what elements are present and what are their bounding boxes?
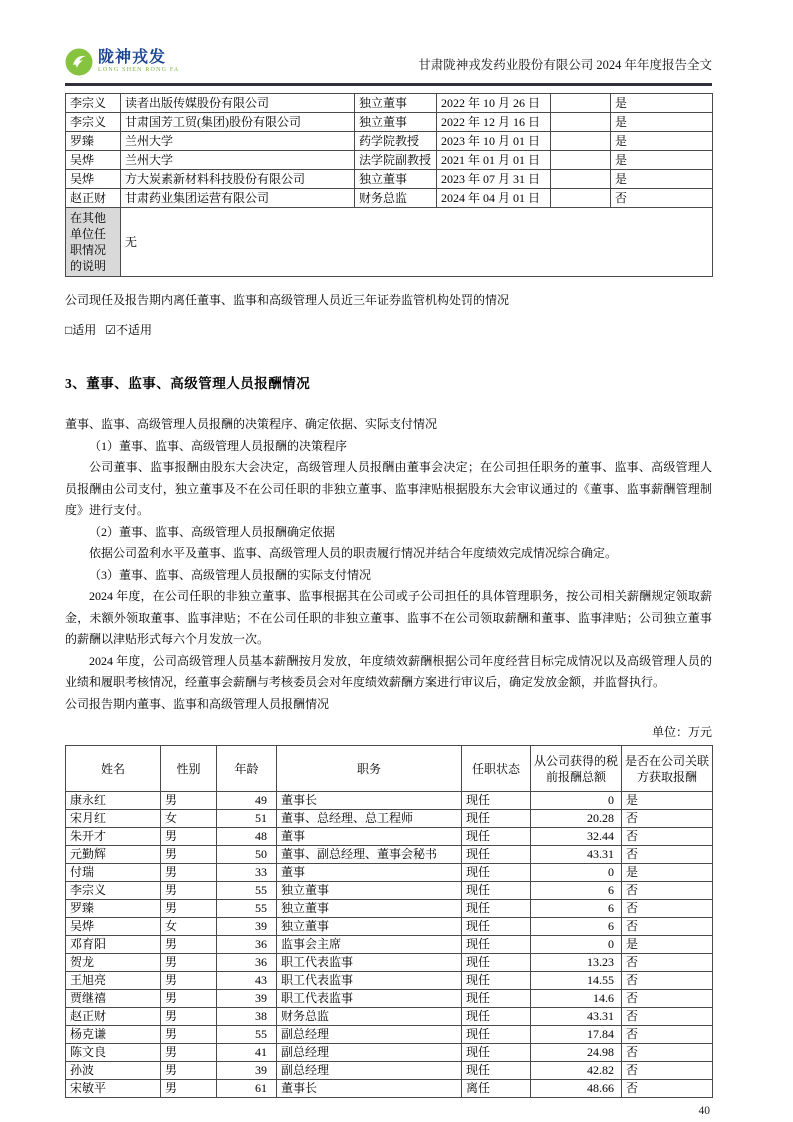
remuneration-table-header [66,746,713,792]
brand-name-cn: 陇神戎发 [98,49,167,66]
cell-gender: 男 [161,936,217,954]
col-header-gender: 性别 [161,746,217,792]
cell-title: 监事会主席 [277,936,462,954]
col-header-age: 年龄 [217,746,277,792]
col-header-related: 是否在公司关联方获取报酬 [622,746,713,792]
cell-paid-flag: 是 [611,94,713,113]
cell-age: 36 [217,936,277,954]
table-row [66,900,713,918]
cell-name: 赵正财 [66,1008,161,1026]
cell-gender: 男 [161,1062,217,1080]
cell-pay: 32.44 [531,828,622,846]
table-row [66,828,713,846]
cell-pay: 24.98 [531,1044,622,1062]
cell-post: 独立董事 [355,94,437,113]
cell-title: 独立董事 [277,918,462,936]
cell-age: 50 [217,846,277,864]
cell-title: 副总经理 [277,1026,462,1044]
cell-pay: 6 [531,918,622,936]
cell-pay: 42.82 [531,1062,622,1080]
cell-post: 财务总监 [355,189,437,208]
logo-icon [65,48,93,76]
cell-age: 55 [217,1026,277,1044]
cell-title: 董事长 [277,1080,462,1098]
cell-start-date: 2022 年 12 月 16 日 [437,113,551,132]
cell-person-name: 吴烨 [66,170,121,189]
cell-status: 现任 [462,918,531,936]
cell-title: 职工代表监事 [277,954,462,972]
col-header-status: 任职状态 [462,746,531,792]
cell-gender: 男 [161,900,217,918]
col-header-pay: 从公司获得的税前报酬总额 [531,746,622,792]
cell-organization: 读者出版传媒股份有限公司 [121,94,355,113]
cell-status: 现任 [462,1044,531,1062]
cell-post: 独立董事 [355,170,437,189]
cell-person-name: 吴烨 [66,151,121,170]
table-row [66,864,713,882]
cell-age: 51 [217,810,277,828]
cell-pay: 14.55 [531,972,622,990]
cell-status: 现任 [462,990,531,1008]
cell-pay: 0 [531,936,622,954]
cell-name: 杨克谦 [66,1026,161,1044]
cell-pay: 6 [531,900,622,918]
cell-paid-flag: 是 [611,151,713,170]
cell-status: 离任 [462,1080,531,1098]
section-body [65,414,712,715]
cell-name: 李宗义 [66,882,161,900]
cell-related: 是 [622,936,713,954]
table-row [66,936,713,954]
cell-post: 法学院副教授 [355,151,437,170]
cell-blank [551,189,611,208]
cell-related: 是 [622,792,713,810]
cell-status: 现任 [462,1062,531,1080]
cell-gender: 男 [161,1026,217,1044]
cell-related: 是 [622,864,713,882]
cell-age: 41 [217,1044,277,1062]
cell-paid-flag: 否 [611,189,713,208]
paragraph: 董事、监事、高级管理人员报酬的决策程序、确定依据、实际支付情况 [65,417,438,431]
cell-person-name: 李宗义 [66,113,121,132]
cell-title: 职工代表监事 [277,990,462,1008]
unit-label: 单位：万元 [651,725,712,739]
note-label-cell: 在其他单位任职情况的说明 [66,208,121,277]
section-heading: 3、董事、监事、高级管理人员报酬情况 [65,376,311,391]
cell-blank [551,170,611,189]
cell-title: 董事 [277,828,462,846]
document-title: 甘肃陇神戎发药业股份有限公司 2024 年年度报告全文 [418,58,712,72]
note-value-cell: 无 [121,208,713,277]
cell-status: 现任 [462,972,531,990]
cell-age: 61 [217,1080,277,1098]
cell-title: 职工代表监事 [277,972,462,990]
paragraph: 2024 年度，公司高级管理人员基本薪酬按月发放，年度绩效薪酬根据公司年度经营目标完成情况以及高级管理人员的业绩和履职考核情况，经董事会薪酬与考核委员会对年度绩效薪酬方案进行审议后，确定发放金额，并监督执行。 [65,653,712,689]
cell-status: 现任 [462,864,531,882]
page-header [65,48,712,86]
cell-gender: 男 [161,1044,217,1062]
cell-title: 董事 [277,864,462,882]
other-positions-table [65,93,713,277]
company-logo [65,48,179,76]
cell-blank [551,151,611,170]
cell-name: 罗臻 [66,900,161,918]
cell-age: 33 [217,864,277,882]
cell-age: 55 [217,882,277,900]
cell-title: 副总经理 [277,1062,462,1080]
cell-status: 现任 [462,810,531,828]
cell-title: 独立董事 [277,882,462,900]
table-row [66,1008,713,1026]
table-row [66,151,713,170]
cell-organization: 方大炭素新材料科技股份有限公司 [121,170,355,189]
cell-name: 吴烨 [66,918,161,936]
cell-status: 现任 [462,828,531,846]
cell-related: 否 [622,954,713,972]
cell-gender: 男 [161,954,217,972]
cell-status: 现任 [462,936,531,954]
cell-start-date: 2023 年 07 月 31 日 [437,170,551,189]
table-row [66,972,713,990]
cell-title: 财务总监 [277,1008,462,1026]
cell-name: 朱开才 [66,828,161,846]
cell-pay: 14.6 [531,990,622,1008]
checkbox-not-applicable: ☑不适用 [105,322,153,337]
cell-status: 现任 [462,1008,531,1026]
cell-name: 邓育阳 [66,936,161,954]
cell-gender: 男 [161,828,217,846]
cell-status: 现任 [462,1026,531,1044]
cell-related: 否 [622,1080,713,1098]
cell-person-name: 赵正财 [66,189,121,208]
cell-start-date: 2022 年 10 月 26 日 [437,94,551,113]
table-row [66,113,713,132]
cell-gender: 男 [161,864,217,882]
paragraph: 2024 年度，在公司任职的非独立董事、监事根据其在公司或子公司担任的具体管理职务，按公司相关薪酬规定领取薪金，未额外领取董事、监事津贴；不在公司任职的非独立董事、监事不在公司领取薪酬和董事、监事津贴；公司独立董事的薪酬以津贴形式每六个月发放一次。 [65,589,712,646]
cell-paid-flag: 是 [611,113,713,132]
cell-pay: 0 [531,792,622,810]
cell-age: 43 [217,972,277,990]
cell-related: 否 [622,846,713,864]
table-row [66,94,713,113]
cell-status: 现任 [462,792,531,810]
cell-title: 董事、总经理、总工程师 [277,810,462,828]
cell-name: 贺龙 [66,954,161,972]
cell-gender: 男 [161,792,217,810]
cell-organization: 兰州大学 [121,151,355,170]
cell-age: 39 [217,918,277,936]
paragraph: （3）董事、监事、高级管理人员报酬的实际支付情况 [89,567,372,582]
paragraph: 公司报告期内董事、监事和高级管理人员报酬情况 [65,696,330,711]
table-row [66,792,713,810]
brand-name-en: LONG SHEN RONG FA [98,67,180,73]
table-row [66,170,713,189]
table-row [66,1062,713,1080]
cell-blank [551,132,611,151]
cell-paid-flag: 是 [611,170,713,189]
cell-gender: 女 [161,918,217,936]
table-row [66,132,713,151]
cell-person-name: 罗臻 [66,132,121,151]
cell-related: 否 [622,972,713,990]
cell-organization: 甘肃药业集团运营有限公司 [121,189,355,208]
cell-pay: 48.66 [531,1080,622,1098]
cell-name: 付瑞 [66,864,161,882]
cell-gender: 男 [161,1008,217,1026]
table-row [66,1044,713,1062]
cell-status: 现任 [462,846,531,864]
cell-related: 否 [622,828,713,846]
col-header-title: 职务 [277,746,462,792]
cell-related: 否 [622,990,713,1008]
cell-name: 宋月红 [66,810,161,828]
cell-start-date: 2024 年 04 月 01 日 [437,189,551,208]
cell-age: 48 [217,828,277,846]
cell-gender: 男 [161,972,217,990]
cell-name: 元勤辉 [66,846,161,864]
cell-blank [551,113,611,132]
cell-pay: 20.28 [531,810,622,828]
cell-age: 39 [217,1062,277,1080]
cell-title: 独立董事 [277,900,462,918]
cell-age: 55 [217,900,277,918]
col-header-name: 姓名 [66,746,161,792]
cell-related: 否 [622,1008,713,1026]
cell-related: 否 [622,882,713,900]
table-row [66,189,713,208]
cell-related: 否 [622,1062,713,1080]
cell-age: 39 [217,990,277,1008]
cell-title: 董事长 [277,792,462,810]
cell-person-name: 李宗义 [66,94,121,113]
cell-paid-flag: 是 [611,132,713,151]
page-number: 40 [698,1105,710,1117]
cell-related: 否 [622,1026,713,1044]
header-row [66,746,713,792]
cell-status: 现任 [462,900,531,918]
cell-name: 康永红 [66,792,161,810]
cell-pay: 43.31 [531,846,622,864]
cell-start-date: 2023 年 10 月 01 日 [437,132,551,151]
cell-gender: 男 [161,1080,217,1098]
cell-title: 董事、副总经理、董事会秘书 [277,846,462,864]
other-positions-table-body [66,94,713,208]
cell-pay: 0 [531,864,622,882]
cell-gender: 男 [161,846,217,864]
cell-status: 现任 [462,882,531,900]
cell-blank [551,94,611,113]
cell-gender: 男 [161,990,217,1008]
cell-pay: 43.31 [531,1008,622,1026]
cell-pay: 17.84 [531,1026,622,1044]
cell-pay: 13.23 [531,954,622,972]
cell-related: 否 [622,1044,713,1062]
cell-title: 副总经理 [277,1044,462,1062]
table-row [66,918,713,936]
cell-related: 否 [622,918,713,936]
paragraph: 公司董事、监事报酬由股东大会决定，高级管理人员报酬由董事会决定；在公司担任职务的董事、监事、高级管理人员报酬由公司支付，独立董事及不在公司任职的非独立董事、监事津贴根据股东大会审议通过的《董事、监事薪酬管理制度》进行支付。 [65,460,712,517]
cell-name: 王旭亮 [66,972,161,990]
table-row [66,954,713,972]
cell-age: 36 [217,954,277,972]
cell-name: 宋敏平 [66,1080,161,1098]
remuneration-table-body [66,792,713,1098]
cell-post: 药学院教授 [355,132,437,151]
cell-pay: 6 [531,882,622,900]
cell-age: 49 [217,792,277,810]
checkbox-applicable: □适用 [65,322,97,337]
cell-gender: 女 [161,810,217,828]
cell-name: 陈文良 [66,1044,161,1062]
penalty-statement: 公司现任及报告期内离任董事、监事和高级管理人员近三年证券监管机构处罚的情况 [65,293,510,307]
cell-start-date: 2021 年 01 月 01 日 [437,151,551,170]
table-row [66,882,713,900]
cell-status: 现任 [462,954,531,972]
brand-text [98,50,179,74]
cell-gender: 男 [161,882,217,900]
table-row [66,846,713,864]
cell-related: 否 [622,900,713,918]
table-row [66,1080,713,1098]
cell-age: 38 [217,1008,277,1026]
table-row [66,810,713,828]
cell-organization: 甘肃国芳工贸(集团)股份有限公司 [121,113,355,132]
note-row [66,208,713,277]
paragraph: 依据公司盈利水平及董事、监事、高级管理人员的职责履行情况并结合年度绩效完成情况综合确定。 [89,546,618,560]
cell-name: 贾继禧 [66,990,161,1008]
cell-name: 孙波 [66,1062,161,1080]
remuneration-table [65,745,713,1098]
cell-post: 独立董事 [355,113,437,132]
table-row [66,990,713,1008]
table-row [66,1026,713,1044]
cell-related: 否 [622,810,713,828]
paragraph: （2）董事、监事、高级管理人员报酬确定依据 [89,524,336,539]
paragraph: （1）董事、监事、高级管理人员报酬的决策程序 [89,438,348,453]
cell-organization: 兰州大学 [121,132,355,151]
applicability-row [65,320,712,342]
